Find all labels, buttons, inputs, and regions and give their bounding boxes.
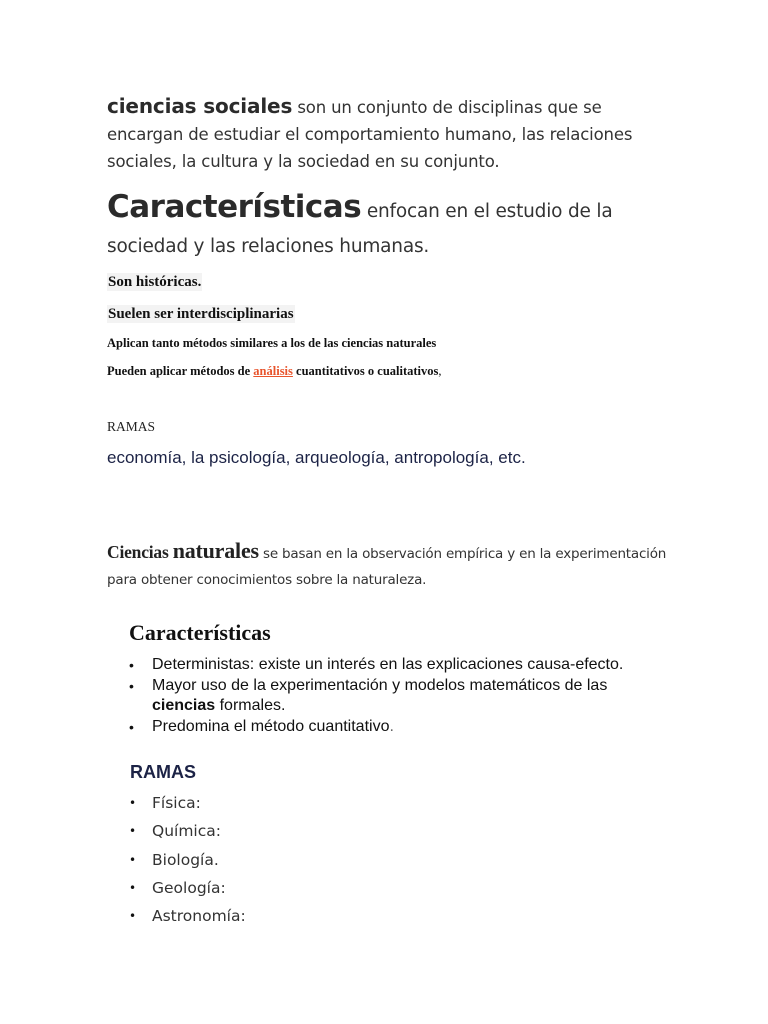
naturales-intro <box>107 538 667 593</box>
naturales-definition: se basan en la observación empírica y en la experimentación para obtener conocimientos sobre la naturaleza. <box>107 546 667 588</box>
sociales-ramas-list: economía, la psicología, arqueología, antropología, etc. <box>107 448 526 467</box>
sociales-heading: Características <box>107 189 362 225</box>
sociales-intro <box>107 93 667 175</box>
naturales-term-2: naturales <box>172 538 259 563</box>
feature-historicas <box>107 274 202 291</box>
list-item <box>129 846 246 874</box>
naturales-ramas-list <box>129 789 246 930</box>
sociales-term: ciencias sociales <box>107 94 293 118</box>
rama-fisica: Física: <box>152 794 201 812</box>
naturales-ramas-label: RAMAS <box>130 762 196 782</box>
characteristic-ciencias-bold: ciencias <box>152 697 216 714</box>
list-item <box>129 902 246 930</box>
naturales-term-1: Ciencias <box>107 542 169 562</box>
feature-analisis-end: , <box>438 364 442 378</box>
list-item <box>129 676 629 717</box>
feature-analisis <box>107 364 442 379</box>
rama-quimica: Química: <box>152 822 221 841</box>
naturales-heading: Características <box>129 620 271 645</box>
naturales-characteristics-list <box>129 655 629 737</box>
characteristic-cuantitativo-end: . <box>389 717 394 735</box>
feature-interdisciplinarias-text: Suelen ser interdisciplinarias <box>108 306 294 322</box>
rama-astronomia: Astronomía: <box>152 907 246 926</box>
feature-analisis-before: Pueden aplicar métodos de <box>107 364 251 378</box>
characteristic-determinista: Deterministas: existe un interés en las explicaciones causa-efecto. <box>152 656 624 673</box>
characteristic-cuantitativo: Predomina el método cuantitativo <box>152 717 390 735</box>
characteristic-experimentacion: Mayor uso de la experimentación y modelos matemáticos de las <box>152 676 608 694</box>
feature-interdisciplinarias <box>107 306 295 323</box>
feature-analisis-after: cuantitativos o cualitativos <box>296 364 439 378</box>
feature-historicas-text: Son históricas. <box>108 274 202 290</box>
list-item <box>129 789 246 817</box>
list-item <box>129 817 246 845</box>
sociales-characteristics <box>107 190 687 264</box>
list-item <box>129 655 629 676</box>
sociales-definition: son un conjunto de disciplinas que se encargan de estudiar el comportamiento humano, las relaciones sociales, la cultura y la sociedad en su conjunto. <box>107 98 633 171</box>
sociales-ramas-label: RAMAS <box>107 419 156 434</box>
list-item <box>129 717 629 738</box>
list-item <box>129 874 246 902</box>
characteristic-formales: formales. <box>219 697 286 714</box>
feature-metodos <box>107 336 436 351</box>
feature-metodos-text: Aplican tanto métodos similares a los de las ciencias naturales <box>107 336 437 350</box>
sociales-heading-text: enfocan en el estudio de la sociedad y las relaciones humanas. <box>107 201 613 257</box>
analisis-link[interactable]: análisis <box>253 364 293 378</box>
rama-biologia: Biología. <box>152 850 219 869</box>
rama-geologia: Geología: <box>152 878 226 897</box>
